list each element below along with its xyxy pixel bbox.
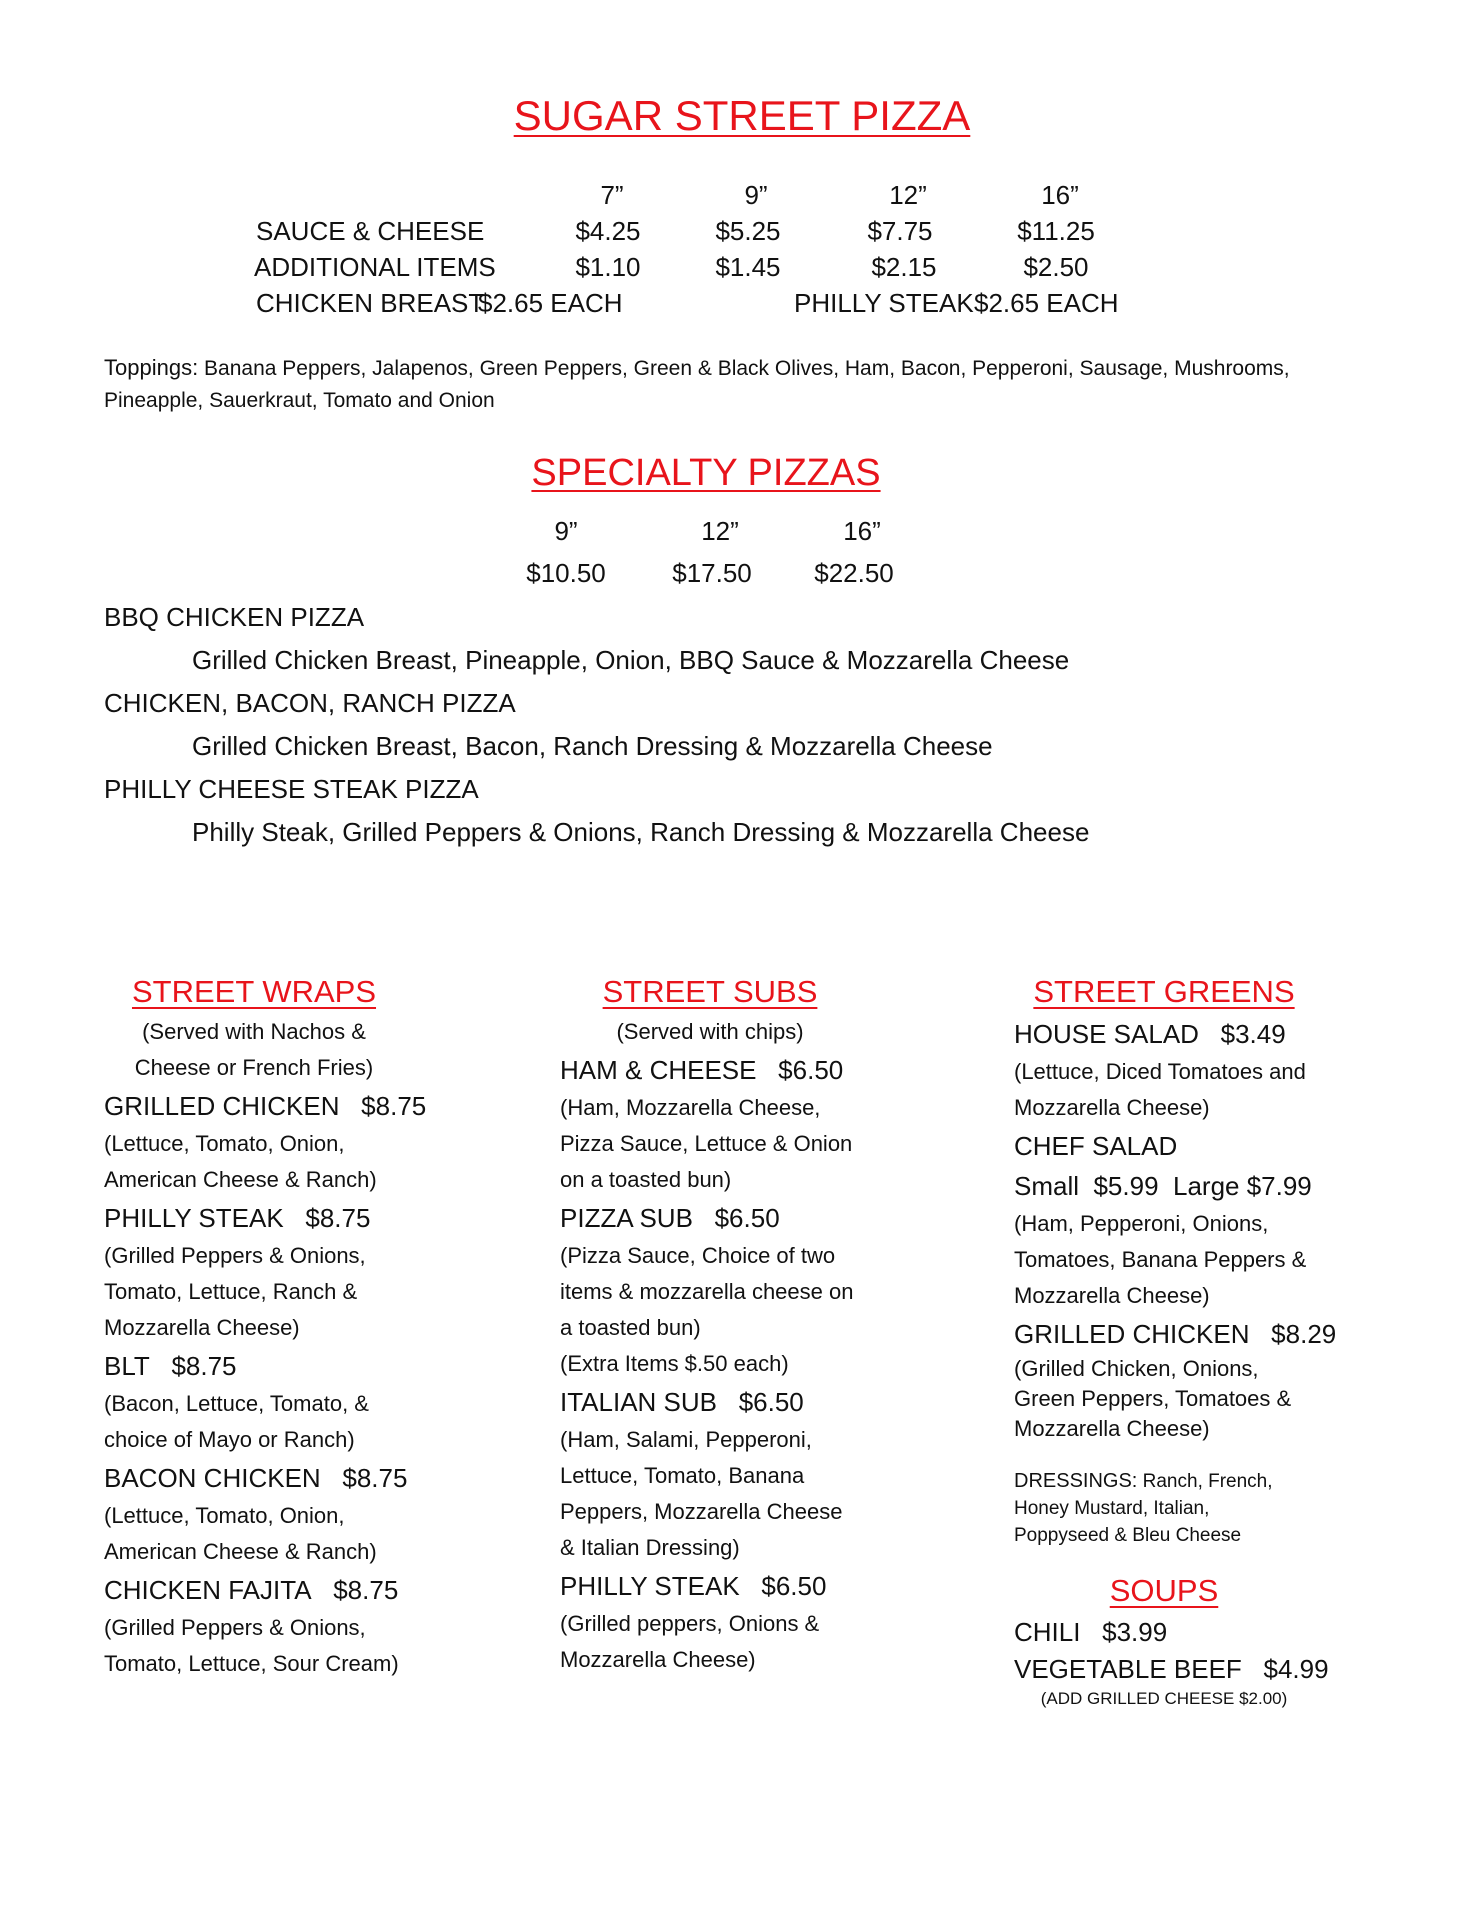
item-desc: Tomato, Lettuce, Sour Cream)	[104, 1651, 399, 1676]
item-desc: (Ham, Pepperoni, Onions,	[1014, 1211, 1269, 1236]
item-desc: Green Peppers, Tomatoes &	[1014, 1386, 1292, 1411]
dressings: DRESSINGS: Ranch, French,	[1014, 1470, 1273, 1492]
menu-item: CHICKEN FAJITA $8.75	[104, 1575, 399, 1605]
item-desc: Mozzarella Cheese)	[560, 1647, 756, 1672]
item-price: $6.50	[778, 1055, 844, 1085]
item-desc: (Grilled peppers, Onions &	[560, 1611, 820, 1636]
item-desc: (Grilled Peppers & Onions,	[104, 1243, 366, 1268]
item-desc: Mozzarella Cheese)	[1014, 1095, 1210, 1120]
menu-item: GRILLED CHICKEN $8.29	[1014, 1319, 1337, 1349]
item-price: $4.99	[1263, 1654, 1329, 1684]
menu-item: CHILI $3.99	[1014, 1617, 1168, 1647]
item-desc: Tomatoes, Banana Peppers &	[1014, 1247, 1307, 1272]
price-cell: $2.50	[1023, 252, 1089, 282]
specialty-title: SPECIALTY PIZZAS	[531, 452, 881, 494]
menu-item: CHEF SALAD	[1014, 1131, 1178, 1161]
size-header-9: 9”	[744, 180, 768, 210]
chicken-breast-price: $2.65 EACH	[478, 288, 623, 318]
item-price: $8.75	[342, 1463, 408, 1493]
row-label-sauce-cheese: SAUCE & CHEESE	[256, 216, 485, 246]
price-cell: $1.45	[715, 252, 781, 282]
specialty-item-name: PHILLY CHEESE STEAK PIZZA	[104, 774, 479, 804]
philly-steak-price: $2.65 EACH	[974, 288, 1119, 318]
item-desc: on a toasted bun)	[560, 1167, 732, 1192]
menu-item: PHILLY STEAK $8.75	[104, 1203, 371, 1233]
menu-item: BACON CHICKEN $8.75	[104, 1463, 408, 1493]
chicken-breast-label: CHICKEN BREAST	[256, 288, 485, 318]
specialty-size: 16”	[843, 516, 881, 546]
dressings-line: Honey Mustard, Italian,	[1014, 1498, 1210, 1519]
item-price: $8.75	[305, 1203, 371, 1233]
toppings-list: Banana Peppers, Jalapenos, Green Peppers, Green & Black Olives, Ham, Bacon, Pepperoni, Sausage, Mushrooms, Pineapple, Sauerkraut, Tomato and Onion	[104, 357, 1290, 412]
row-label-additional-items: ADDITIONAL ITEMS	[254, 252, 496, 282]
chef-salad-prices: Small $5.99 Large $7.99	[1014, 1171, 1312, 1201]
item-desc: (Extra Items $.50 each)	[560, 1351, 789, 1376]
item-desc: choice of Mayo or Ranch)	[104, 1427, 355, 1452]
price-cell: $1.10	[575, 252, 641, 282]
menu-item: HAM & CHEESE $6.50	[560, 1055, 844, 1085]
specialty-price: $17.50	[672, 558, 752, 588]
item-price: $8.75	[333, 1575, 399, 1605]
price-cell: $4.25	[575, 216, 641, 246]
item-desc: (Lettuce, Diced Tomatoes and	[1014, 1059, 1306, 1084]
item-desc: American Cheese & Ranch)	[104, 1539, 377, 1564]
item-desc: & Italian Dressing)	[560, 1535, 740, 1560]
menu-item: HOUSE SALAD $3.49	[1014, 1019, 1286, 1049]
item-price: $3.49	[1220, 1019, 1286, 1049]
wraps-note: Cheese or French Fries)	[134, 1055, 374, 1080]
item-desc: (Lettuce, Tomato, Onion,	[104, 1503, 345, 1528]
item-desc: (Bacon, Lettuce, Tomato, &	[104, 1391, 369, 1416]
menu-item: BLT $8.75	[104, 1351, 237, 1381]
specialty-item-desc: Philly Steak, Grilled Peppers & Onions, Ranch Dressing & Mozzarella Cheese	[192, 817, 1090, 847]
specialty-size: 9”	[554, 516, 578, 546]
item-price: $3.99	[1102, 1617, 1168, 1647]
subs-note: (Served with chips)	[616, 1019, 804, 1044]
item-price: $6.50	[714, 1203, 780, 1233]
soups-note: (ADD GRILLED CHEESE $2.00)	[1040, 1689, 1288, 1708]
item-desc: (Pizza Sauce, Choice of two	[560, 1243, 836, 1268]
size-header-16: 16”	[1041, 180, 1079, 210]
item-price: $6.50	[738, 1387, 804, 1417]
size-header-12: 12”	[889, 180, 927, 210]
item-price: $6.50	[761, 1571, 827, 1601]
menu-item: PIZZA SUB $6.50	[560, 1203, 780, 1233]
item-desc: (Grilled Peppers & Onions,	[104, 1615, 366, 1640]
specialty-item-desc: Grilled Chicken Breast, Bacon, Ranch Dressing & Mozzarella Cheese	[192, 731, 993, 761]
specialty-item-name: CHICKEN, BACON, RANCH PIZZA	[104, 688, 516, 718]
item-desc: a toasted bun)	[560, 1315, 701, 1340]
street-greens-title: STREET GREENS	[1033, 974, 1295, 1009]
item-desc: (Ham, Mozzarella Cheese,	[560, 1095, 821, 1120]
specialty-size: 12”	[701, 516, 739, 546]
street-wraps-title: STREET WRAPS	[131, 974, 377, 1009]
item-desc: Peppers, Mozzarella Cheese	[560, 1499, 843, 1524]
item-desc: Tomato, Lettuce, Ranch &	[104, 1279, 358, 1304]
specialty-price: $10.50	[526, 558, 606, 588]
item-desc: Mozzarella Cheese)	[104, 1315, 300, 1340]
size-header-7: 7”	[600, 180, 624, 210]
price-cell: $7.75	[867, 216, 933, 246]
item-desc: Mozzarella Cheese)	[1014, 1416, 1210, 1441]
soups-title: SOUPS	[1109, 1573, 1219, 1608]
menu-item: GRILLED CHICKEN $8.75	[104, 1091, 427, 1121]
wraps-note: (Served with Nachos &	[142, 1019, 366, 1044]
item-desc: Lettuce, Tomato, Banana	[560, 1463, 805, 1488]
item-price: $8.29	[1271, 1319, 1337, 1349]
item-desc: Pizza Sauce, Lettuce & Onion	[560, 1131, 853, 1156]
price-cell: $11.25	[1017, 216, 1095, 246]
item-desc: Mozzarella Cheese)	[1014, 1283, 1210, 1308]
price-cell: $2.15	[871, 252, 937, 282]
dressings-label: DRESSINGS:	[1014, 1470, 1138, 1492]
philly-steak-label: PHILLY STEAK	[794, 288, 974, 318]
specialty-item-desc: Grilled Chicken Breast, Pineapple, Onion, BBQ Sauce & Mozzarella Cheese	[192, 645, 1070, 675]
street-subs-section	[560, 970, 960, 1678]
street-greens-section	[1014, 970, 1414, 1711]
item-price: $8.75	[171, 1351, 237, 1381]
toppings-label: Toppings:	[104, 355, 199, 380]
toppings	[104, 352, 1364, 417]
street-wraps-section	[104, 970, 504, 1682]
menu-item: PHILLY STEAK $6.50	[560, 1571, 827, 1601]
item-desc: items & mozzarella cheese on	[560, 1279, 854, 1304]
street-subs-title: STREET SUBS	[602, 974, 818, 1009]
price-cell: $5.25	[715, 216, 781, 246]
item-desc: American Cheese & Ranch)	[104, 1167, 377, 1192]
dressings-line: Poppyseed & Bleu Cheese	[1014, 1525, 1242, 1546]
specialty-item-name: BBQ CHICKEN PIZZA	[104, 602, 365, 632]
item-desc: (Ham, Salami, Pepperoni,	[560, 1427, 812, 1452]
menu-item: VEGETABLE BEEF $4.99	[1014, 1654, 1329, 1684]
item-price: $8.75	[361, 1091, 427, 1121]
item-desc: (Lettuce, Tomato, Onion,	[104, 1131, 345, 1156]
page-title: SUGAR STREET PIZZA	[513, 92, 971, 139]
specialty-price: $22.50	[814, 558, 894, 588]
menu-item: ITALIAN SUB $6.50	[560, 1387, 804, 1417]
item-desc: (Grilled Chicken, Onions,	[1014, 1356, 1259, 1381]
